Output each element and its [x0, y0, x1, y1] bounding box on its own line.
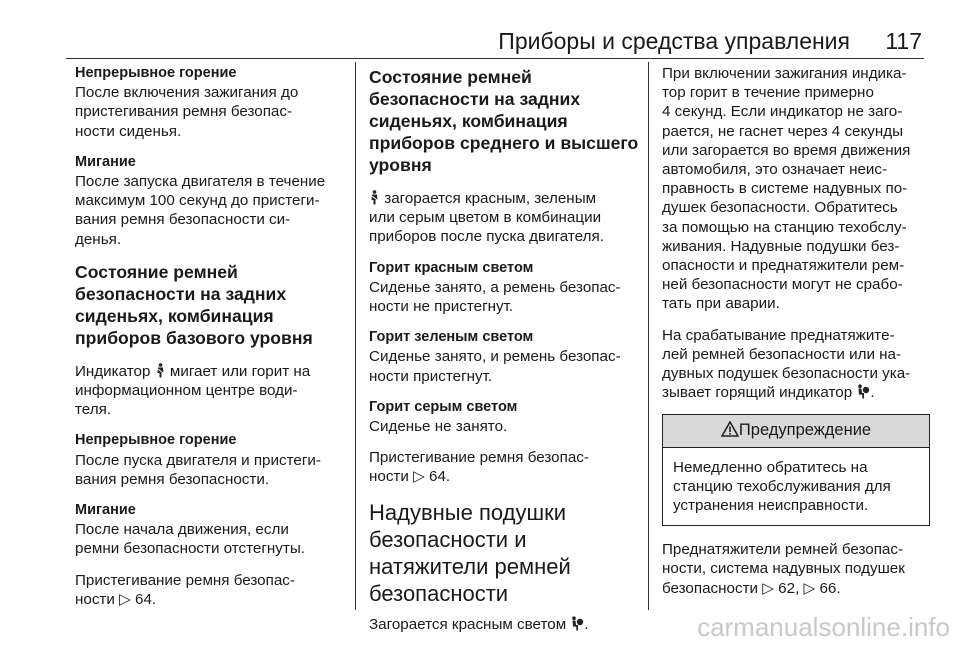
subheading: Горит зеленым светом — [369, 329, 534, 346]
section-continuous-1 — [75, 64, 347, 141]
heading-line: Состояние ремней — [369, 67, 532, 87]
warning-triangle-icon — [721, 421, 739, 437]
heading-line: сиденьях, комбинация — [369, 111, 568, 131]
text-line: информационном центре води- — [75, 382, 298, 400]
column-3 — [662, 64, 930, 610]
airbag-icon — [856, 384, 870, 399]
text-line: теля. — [75, 401, 112, 419]
text-line: устранения неисправности. — [673, 497, 869, 515]
heading-line: натяжители ремней — [369, 553, 571, 579]
heading-line: уровня — [369, 155, 432, 175]
text-line: После пуска двигателя и пристеги- — [75, 451, 321, 469]
text-line — [369, 189, 639, 208]
section-grey — [369, 398, 639, 436]
text-line — [662, 383, 930, 402]
page-title: Приборы и средства управления — [498, 28, 850, 54]
column-divider-2 — [648, 62, 649, 610]
heading-line: сиденьях, комбинация — [75, 305, 274, 326]
text-line: живания. Надувные подушки без- — [662, 237, 900, 255]
page-reference-link[interactable]: 66. — [819, 579, 841, 597]
text-line — [662, 579, 930, 598]
airbag-lights-paragraph — [369, 615, 639, 634]
text-line: пристегивания ремня безопас- — [75, 103, 293, 121]
subheading: Непрерывное горение — [75, 432, 237, 449]
text-line: Сиденье занято, и ремень безопас- — [369, 348, 621, 366]
page-reference-link[interactable]: 64. — [429, 468, 451, 486]
text-line: Сиденье занято, а ремень безопас- — [369, 278, 621, 296]
text-part: ности — [75, 590, 115, 608]
subheading: Горит серым светом — [369, 398, 518, 415]
watermark: carmanualsonline.info — [697, 612, 950, 642]
page-reference-arrow-icon[interactable]: ▷ — [119, 590, 131, 608]
text-line: или серым цветом в комбинации — [369, 209, 602, 227]
text-line: ней безопасности могут не срабо- — [662, 276, 903, 294]
text-line: Пристегивание ремня безопас- — [369, 449, 589, 467]
text-line: ремни безопасности отстегнуты. — [75, 540, 305, 558]
text-line: Пристегивание ремня безопас- — [75, 571, 295, 589]
text-part: зывает горящий индикатор — [662, 384, 853, 402]
page-reference-arrow-icon[interactable]: ▷ — [413, 468, 425, 486]
subheading: Непрерывное горение — [75, 65, 237, 81]
text-line — [75, 362, 347, 381]
seat-belt-icon — [155, 363, 166, 378]
heading-line: безопасности на задних — [369, 89, 581, 109]
section-green — [369, 328, 639, 386]
section-blinking-1 — [75, 153, 347, 249]
page-reference-link[interactable]: 64. — [135, 590, 157, 608]
text-line: После начала движения, если — [75, 521, 289, 539]
heading-line: безопасности и — [369, 526, 527, 552]
text-line: правность в системе надувных по- — [662, 180, 908, 198]
indicator-paragraph — [75, 362, 347, 420]
text-part: . — [584, 615, 589, 633]
text-line: На срабатывание преднатяжите- — [662, 326, 895, 344]
pretensioner-reference — [662, 540, 930, 598]
text-line: лей ремней безопасности или на- — [662, 345, 902, 363]
seat-belt-icon — [369, 190, 380, 205]
text-part: безопасности — [662, 579, 759, 597]
text-part: ности — [369, 468, 409, 486]
section-red — [369, 259, 639, 317]
fastening-reference — [75, 571, 347, 609]
text-part: . — [870, 384, 875, 402]
heading-line: Надувные подушки — [369, 499, 567, 525]
text-line: максимум 100 секунд до пристеги- — [75, 192, 320, 210]
text-line: душек безопасности. Обратитесь — [662, 199, 898, 217]
section-continuous-2 — [75, 431, 347, 489]
text-line: рается, не гаснет через 4 секунды — [662, 122, 904, 140]
text-line — [369, 467, 639, 486]
header-rule — [66, 58, 924, 59]
text-line: ности сиденья. — [75, 122, 182, 140]
heading-line: безопасности на задних — [75, 283, 287, 304]
column-divider-1 — [355, 62, 356, 610]
page-number: 117 — [885, 28, 922, 54]
subheading: Горит красным светом — [369, 259, 534, 276]
intro-paragraph — [369, 189, 639, 247]
text-line: станцию техобслуживания для — [673, 477, 891, 495]
text-line: приборов после пуска двигателя. — [369, 228, 604, 246]
subheading: Мигание — [75, 502, 136, 519]
text-line: Преднатяжители ремней безопас- — [662, 541, 904, 559]
warning-title: Предупреждение — [738, 421, 872, 440]
text-part: загорается красным, зеленым — [384, 190, 597, 207]
warning-box — [662, 414, 930, 526]
subheading: Мигание — [75, 153, 136, 170]
fastening-reference — [369, 448, 639, 486]
heading-line: приборов базового уровня — [75, 327, 313, 348]
warning-header — [663, 415, 929, 447]
text-line — [75, 590, 347, 609]
section-blinking-2 — [75, 501, 347, 559]
text-line: денья. — [75, 230, 122, 248]
text-line: вания ремня безопасности си- — [75, 211, 291, 229]
column-1 — [75, 64, 347, 621]
airbag-paragraph-1 — [662, 64, 930, 314]
text-line — [369, 615, 639, 634]
warning-body — [663, 448, 929, 526]
text-line: 4 секунд. Если индикатор не заго- — [662, 103, 903, 121]
text-line: При включении зажигания индика- — [662, 65, 907, 82]
text-line: тать при аварии. — [662, 295, 780, 313]
heading-line: приборов среднего и высшего — [369, 133, 639, 153]
page-reference-arrow-icon[interactable]: ▷ — [803, 579, 816, 597]
page-reference-arrow-icon[interactable]: ▷ — [762, 579, 774, 597]
text-line: ности не пристегнут. — [369, 298, 514, 316]
text-line: тор горит в течение примерно — [662, 84, 874, 102]
heading-airbags — [369, 499, 639, 607]
heading-base-level — [75, 261, 347, 349]
text-line: После запуска двигателя в течение — [75, 173, 326, 191]
text-line: Немедленно обратитесь на — [673, 458, 868, 476]
heading-mid-high-level — [369, 66, 639, 176]
text-line: ности пристегнут. — [369, 367, 493, 385]
text-line: за помощью на станцию техобслу- — [662, 218, 907, 236]
text-line: вания ремня безопасности. — [75, 470, 270, 488]
column-2 — [369, 64, 639, 646]
heading-line: Состояние ремней — [75, 261, 238, 282]
text-part: мигает или горит на — [169, 362, 311, 380]
text-line: или загорается во время движения — [662, 141, 911, 159]
text-line: ности, система надувных подушек — [662, 560, 905, 578]
page-header — [0, 0, 960, 60]
text-part: Индикатор — [75, 362, 151, 380]
text-line: дувных подушек безопасности ука- — [662, 365, 911, 383]
text-line: опасности и преднатяжители рем- — [662, 257, 905, 275]
page-reference-link[interactable]: 62, — [778, 579, 800, 597]
airbag-icon — [570, 616, 584, 631]
text-line: автомобиля, это означает неис- — [662, 161, 888, 179]
text-part: Загорается красным светом — [369, 615, 567, 633]
text-line: После включения зажигания до — [75, 84, 299, 102]
text-line: Сиденье не занято. — [369, 418, 508, 436]
airbag-paragraph-2 — [662, 326, 930, 403]
heading-line: безопасности — [369, 580, 509, 606]
